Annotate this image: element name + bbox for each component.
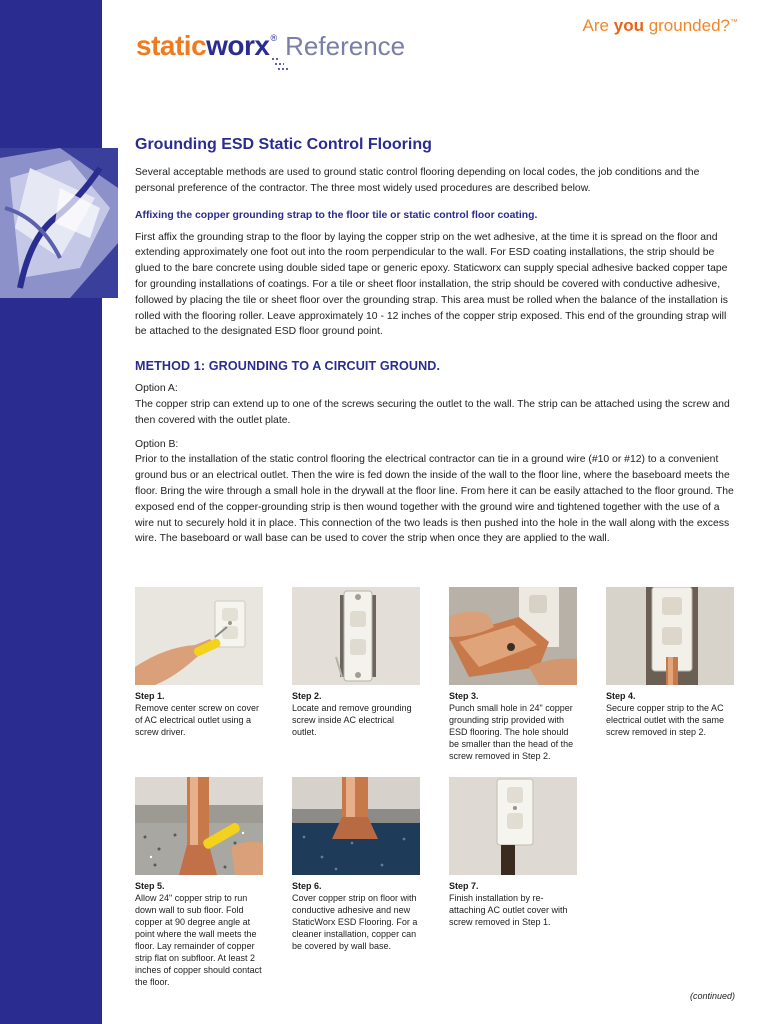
step-2-title: Step 2.: [292, 691, 322, 701]
step-6-text: Cover copper strip on floor with conductive adhesive and new StaticWorx ESD Flooring. For a cleaner installation, copper can be covered by wall base.: [292, 893, 418, 951]
article-body: [135, 136, 737, 547]
article-title: Grounding ESD Static Control Flooring: [135, 136, 432, 153]
step-7-photo: [449, 777, 577, 875]
logo-swoosh-icon: [270, 56, 294, 74]
option-b-label: Option B:: [135, 438, 179, 450]
step-3-title: Step 3.: [449, 691, 479, 701]
tagline-pre: Are: [582, 16, 614, 35]
tagline-bold: you: [613, 16, 644, 35]
logo-static-text: static: [136, 30, 207, 61]
intro-paragraph: Several acceptable methods are used to ground static control flooring depending on local codes, the job conditions and the personal preference of the contractor. The three most widely used procedures are described below.: [135, 167, 700, 194]
step-1: [135, 587, 263, 738]
logo-reference-text: Reference: [285, 31, 406, 61]
step-5-title: Step 5.: [135, 881, 165, 891]
tagline: [583, 16, 738, 36]
logo-worx-text: worx: [206, 30, 270, 61]
step-3: [449, 587, 577, 762]
step-2-text: Locate and remove grounding screw inside AC electrical outlet.: [292, 703, 412, 737]
step-2-photo: [292, 587, 420, 685]
step-4-photo: [606, 587, 734, 685]
step-3-text: Punch small hole in 24" copper grounding strip provided with ESD flooring. The hole should be smaller than the head of the screw removed in Step 2.: [449, 703, 574, 761]
trademark-mark: ™: [730, 17, 738, 27]
registered-mark: ®: [270, 33, 278, 43]
step-5: [135, 777, 263, 988]
step-7-text: Finish installation by re-attaching AC outlet cover with screw removed in Step 1.: [449, 893, 568, 927]
step-5-text: Allow 24" copper strip to run down wall to sub floor. Fold copper at 90 degree angle at point where the wall meets the floor. Lay remainder of copper strip flat on subfloor. At least 2 inches of copper should contact the floor.: [135, 893, 262, 987]
step-7-title: Step 7.: [449, 881, 479, 891]
continued-note: (continued): [689, 991, 735, 1001]
copper-strap-paragraph: First affix the grounding strap to the floor by laying the copper strip on the wet adhesive, at the time it is spread on the floor and extending approximately one foot out into the room perpendicular to the wall. For ESD coating installations, the strip should be glued to the bare concrete using double sided tape or generic epoxy. Staticworx can supply special adhesive backed copper tape for grounding installations of coatings. For a tile or sheet floor installation, the strip should be covered with conductive adhesive, followed by placing the tile or sheet floor over the grounding strap. This area must be rolled when the balance of the installation is rolled with the flooring roller. Leave approximately 10 - 12 inches of the copper strip exposed. This end of the grounding strap will be attached to the designated ESD floor ground point.: [135, 231, 729, 338]
tagline-post: grounded?: [643, 16, 730, 35]
step-3-photo: [449, 587, 577, 685]
option-a-paragraph: The copper strip can extend up to one of the screws securing the outlet to the wall. The strip can be attached using the screw and then covered with the outlet plate.: [135, 398, 730, 426]
step-6: [292, 777, 420, 952]
step-6-title: Step 6.: [292, 881, 322, 891]
step-1-photo: [135, 587, 263, 685]
step-2: [292, 587, 420, 738]
step-5-photo: [135, 777, 263, 875]
step-6-photo: [292, 777, 420, 875]
step-1-text: Remove center screw on cover of AC electrical outlet using a screw driver.: [135, 703, 260, 737]
step-7: [449, 777, 577, 928]
option-b-paragraph: Prior to the installation of the static control flooring the electrical contractor can tie in a ground wire (#10 or #12) to a convenient ground bus or an electrical outlet. Then the wire is fed down the inside of the wall to the floor line, where the baseboard meets the floor. Bring the wire through a small hole in the drywall at the floor line. From here it can be easily attached to the floor ground. The exposed end of the copper-grounding strip is then wound together with the ground wire and tightened together with the use of a wire nut to securely hold it in place. This connection of the two leads is then pushed into the hole in the wall along with the excess wire. The baseboard or wall base can be used to cover the strip when once they are applied to the wall.: [135, 454, 734, 545]
option-a-label: Option A:: [135, 383, 178, 395]
step-4: [606, 587, 734, 738]
side-photo-image: [0, 148, 118, 298]
step-4-text: Secure copper strip to the AC electrical outlet with the same screw removed in step 2.: [606, 703, 725, 737]
step-1-title: Step 1.: [135, 691, 165, 701]
step-4-title: Step 4.: [606, 691, 636, 701]
copper-strap-subhead: Affixing the copper grounding strap to the floor tile or static control floor coating.: [135, 209, 538, 221]
method-1-heading: METHOD 1: GROUNDING TO A CIRCUIT GROUND.: [135, 359, 441, 374]
